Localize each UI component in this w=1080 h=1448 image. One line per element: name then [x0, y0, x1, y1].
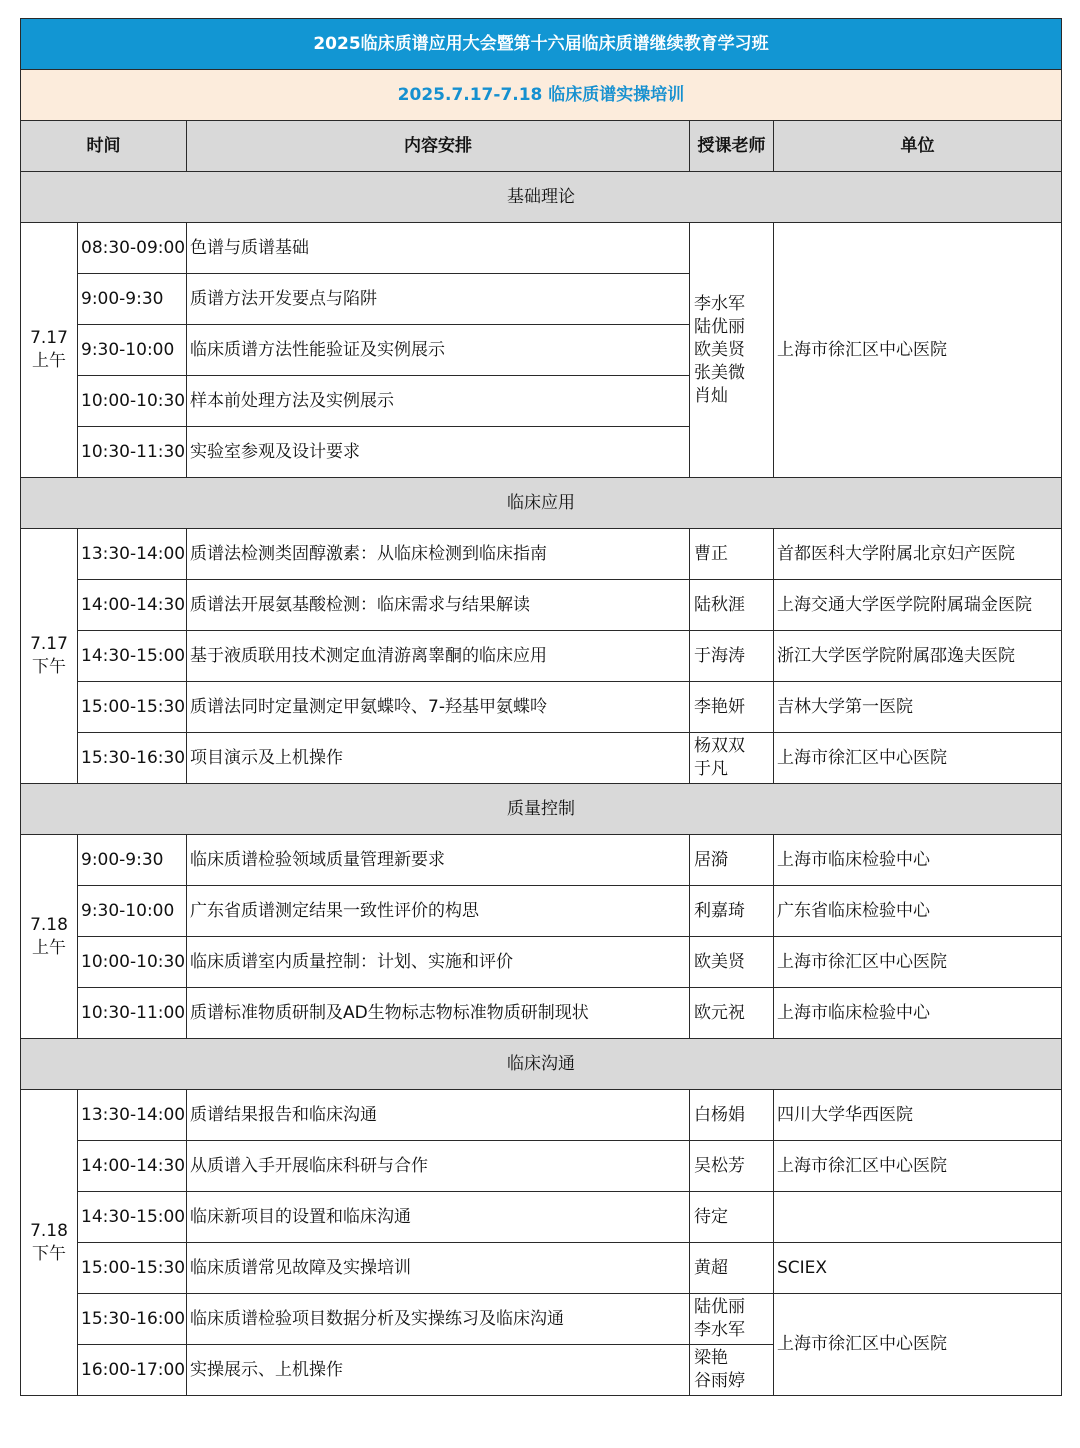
table-row: [21, 631, 1062, 682]
teacher-cell: [690, 223, 774, 478]
teacher-name: 张美微: [694, 362, 745, 383]
section-title: 质量控制: [21, 784, 1062, 835]
table-row: [21, 1090, 1062, 1141]
topic-cell: 临床质谱常见故障及实操培训: [187, 1243, 690, 1294]
time-cell: 14:30-15:00: [78, 1192, 187, 1243]
day-date: 7.18: [30, 1220, 68, 1241]
table-row: [21, 886, 1062, 937]
teacher-cell: [690, 835, 774, 886]
teacher-name: 黄超: [694, 1257, 728, 1278]
topic-cell: 质谱结果报告和临床沟通: [187, 1090, 690, 1141]
topic-cell: 广东省质谱测定结果一致性评价的构思: [187, 886, 690, 937]
time-cell: 15:30-16:00: [78, 1294, 187, 1345]
unit-cell: 上海市临床检验中心: [774, 835, 1062, 886]
day-date: 7.18: [30, 914, 68, 935]
unit-cell: 上海市徐汇区中心医院: [774, 1294, 1062, 1396]
time-cell: 08:30-09:00: [78, 223, 187, 274]
unit-cell: 上海市临床检验中心: [774, 988, 1062, 1039]
day-cell: [21, 529, 78, 784]
topic-cell: 基于液质联用技术测定血清游离睾酮的临床应用: [187, 631, 690, 682]
section-header: [21, 784, 1062, 835]
day-date: 7.17: [30, 328, 68, 348]
topic-cell: 样本前处理方法及实例展示: [187, 376, 690, 427]
teacher-name: 吴松芳: [694, 1155, 745, 1176]
schedule-table: [20, 18, 1062, 1396]
teacher-name: 李艳妍: [694, 696, 745, 717]
table-title: 2025临床质谱应用大会暨第十六届临床质谱继续教育学习班: [21, 19, 1062, 70]
teacher-name: 欧美贤: [694, 339, 745, 360]
time-cell: 13:30-14:00: [78, 529, 187, 580]
section-title: 临床沟通: [21, 1039, 1062, 1090]
table-row: [21, 1192, 1062, 1243]
section-title: 基础理论: [21, 172, 1062, 223]
topic-cell: 色谱与质谱基础: [187, 223, 690, 274]
topic-cell: 临床新项目的设置和临床沟通: [187, 1192, 690, 1243]
teacher-cell: [690, 631, 774, 682]
day-period: 上午: [32, 351, 66, 371]
table-subtitle: 2025.7.17-7.18 临床质谱实操培训: [21, 70, 1062, 121]
teacher-name: 陆优丽: [694, 316, 745, 337]
header-content: 内容安排: [187, 121, 690, 172]
time-cell: 14:00-14:30: [78, 580, 187, 631]
topic-cell: 质谱法检测类固醇激素：从临床检测到临床指南: [187, 529, 690, 580]
time-cell: 10:30-11:30: [78, 427, 187, 478]
teacher-name: 陆优丽: [694, 1297, 745, 1317]
table-row: [21, 682, 1062, 733]
day-cell: [21, 835, 78, 1039]
topic-cell: 实操展示、上机操作: [187, 1345, 690, 1396]
day-cell: [21, 1090, 78, 1396]
day-cell: [21, 223, 78, 478]
unit-cell: [774, 1192, 1062, 1243]
unit-cell: 上海市徐汇区中心医院: [774, 1141, 1062, 1192]
section-header: [21, 1039, 1062, 1090]
section-header: [21, 172, 1062, 223]
unit-cell: 广东省临床检验中心: [774, 886, 1062, 937]
teacher-name: 欧美贤: [694, 951, 745, 972]
teacher-name: 居漪: [694, 849, 728, 870]
teacher-cell: [690, 682, 774, 733]
time-cell: 10:00-10:30: [78, 937, 187, 988]
table-row: [21, 529, 1062, 580]
teacher-name: 于凡: [694, 759, 728, 779]
unit-cell: 上海市徐汇区中心医院: [774, 937, 1062, 988]
teacher-name: 陆秋涯: [694, 594, 745, 615]
unit-cell: 上海市徐汇区中心医院: [774, 733, 1062, 784]
time-cell: 15:00-15:30: [78, 1243, 187, 1294]
table-row: [21, 937, 1062, 988]
time-cell: 14:30-15:00: [78, 631, 187, 682]
teacher-cell: [690, 886, 774, 937]
topic-cell: 临床质谱检验项目数据分析及实操练习及临床沟通: [187, 1294, 690, 1345]
time-cell: 9:00-9:30: [78, 274, 187, 325]
teacher-cell: [690, 1243, 774, 1294]
teacher-name: 梁艳: [694, 1348, 728, 1368]
topic-cell: 临床质谱检验领域质量管理新要求: [187, 835, 690, 886]
teacher-cell: [690, 937, 774, 988]
topic-cell: 质谱标准物质研制及AD生物标志物标准物质研制现状: [187, 988, 690, 1039]
teacher-cell: [690, 988, 774, 1039]
day-period: 上午: [32, 937, 66, 958]
topic-cell: 质谱法开展氨基酸检测：临床需求与结果解读: [187, 580, 690, 631]
teacher-cell: [690, 580, 774, 631]
time-cell: 14:00-14:30: [78, 1141, 187, 1192]
teacher-cell: [690, 1294, 774, 1345]
unit-cell: 上海交通大学医学院附属瑞金医院: [774, 580, 1062, 631]
unit-cell: 四川大学华西医院: [774, 1090, 1062, 1141]
title-row: [21, 19, 1062, 70]
teacher-name: 谷雨婷: [694, 1371, 745, 1391]
table-row: [21, 733, 1062, 784]
teacher-cell: [690, 1345, 774, 1396]
teacher-cell: [690, 529, 774, 580]
topic-cell: 从质谱入手开展临床科研与合作: [187, 1141, 690, 1192]
table-row: [21, 988, 1062, 1039]
time-cell: 9:00-9:30: [78, 835, 187, 886]
teacher-cell: [690, 733, 774, 784]
teacher-name: 欧元祝: [694, 1002, 745, 1023]
header-teacher: 授课老师: [690, 121, 774, 172]
teacher-name: 杨双双: [694, 736, 745, 756]
topic-cell: 质谱法同时定量测定甲氨蝶呤、7-羟基甲氨蝶呤: [187, 682, 690, 733]
day-period: 下午: [32, 657, 66, 677]
teacher-cell: [690, 1090, 774, 1141]
topic-cell: 项目演示及上机操作: [187, 733, 690, 784]
teacher-name: 于海涛: [694, 645, 745, 666]
topic-cell: 临床质谱室内质量控制：计划、实施和评价: [187, 937, 690, 988]
teacher-name: 李水军: [694, 293, 745, 314]
teacher-name: 李水军: [694, 1320, 745, 1340]
time-cell: 9:30-10:00: [78, 886, 187, 937]
time-cell: 9:30-10:00: [78, 325, 187, 376]
topic-cell: 临床质谱方法性能验证及实例展示: [187, 325, 690, 376]
time-cell: 10:00-10:30: [78, 376, 187, 427]
teacher-cell: [690, 1192, 774, 1243]
section-title: 临床应用: [21, 478, 1062, 529]
teacher-name: 白杨娟: [694, 1104, 745, 1125]
teacher-cell: [690, 1141, 774, 1192]
table-row: [21, 1243, 1062, 1294]
topic-cell: 实验室参观及设计要求: [187, 427, 690, 478]
teacher-name: 利嘉琦: [694, 900, 745, 921]
header-row: [21, 121, 1062, 172]
table-row: [21, 835, 1062, 886]
table-row: [21, 580, 1062, 631]
time-cell: 10:30-11:00: [78, 988, 187, 1039]
topic-cell: 质谱方法开发要点与陷阱: [187, 274, 690, 325]
unit-cell: 浙江大学医学院附属邵逸夫医院: [774, 631, 1062, 682]
time-cell: 15:30-16:30: [78, 733, 187, 784]
unit-cell: SCIEX: [774, 1243, 1062, 1294]
day-date: 7.17: [30, 634, 68, 654]
section-header: [21, 478, 1062, 529]
time-cell: 16:00-17:00: [78, 1345, 187, 1396]
day-period: 下午: [32, 1243, 66, 1264]
unit-cell: 吉林大学第一医院: [774, 682, 1062, 733]
subtitle-row: [21, 70, 1062, 121]
time-cell: 13:30-14:00: [78, 1090, 187, 1141]
time-cell: 15:00-15:30: [78, 682, 187, 733]
unit-cell: 首都医科大学附属北京妇产医院: [774, 529, 1062, 580]
table-row: [21, 223, 1062, 274]
teacher-name: 待定: [694, 1206, 728, 1227]
table-row: [21, 1294, 1062, 1345]
unit-cell: 上海市徐汇区中心医院: [774, 223, 1062, 478]
header-unit: 单位: [774, 121, 1062, 172]
header-time: 时间: [21, 121, 187, 172]
table-row: [21, 1141, 1062, 1192]
teacher-name: 曹正: [694, 543, 728, 564]
teacher-name: 肖灿: [694, 385, 728, 406]
